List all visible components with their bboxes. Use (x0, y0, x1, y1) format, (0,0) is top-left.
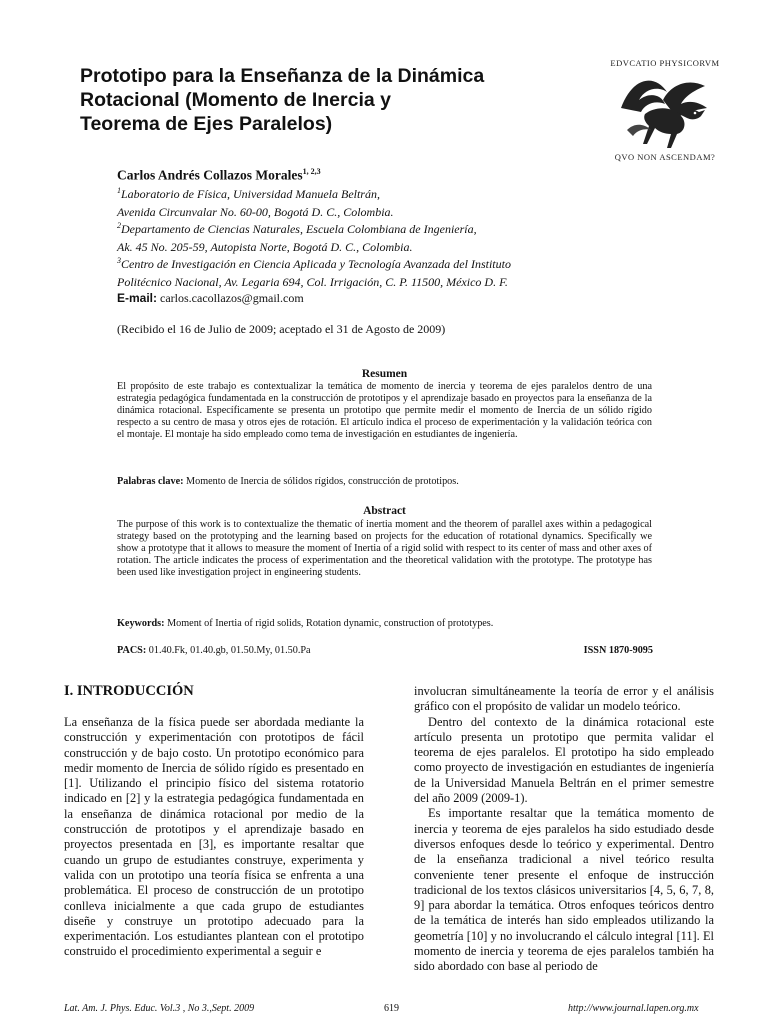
title-line: Teorema de Ejes Paralelos) (80, 113, 333, 135)
title-line: Rotacional (Momento de Inercia y (80, 89, 391, 111)
paragraph: La enseñanza de la física puede ser abordada mediante la construcción y experimentación con prototipos de fácil construcción y de bajo costo. Un prototipo económico para medir momento de Inercia de sólido rígido es presentado en [1]. Utilizando el principio físico del sistema rotatorio indicado en [2] y la estrategia pedagógica fundamentada en la enseñanza de dinámica rotacional por medio de la construcción de prototipos y el aprendizaje basado en proyectos presentada en [3], es importante resaltar que cuando un grupo de estudiantes construye, experimenta y valida con un prototipo una teoría física se enfrenta a una problemática. El proceso de construcción de un prototipo conlleva inicialmente a que cada grupo de estudiantes diseñe y construye un prototipo adecuado para la experimentación. Los estudiantes plantean con el prototipo construido el procedimiento experimental a seguir e (64, 715, 364, 959)
left-column (64, 715, 364, 960)
affiliation-line: $^2$Departamento de Ciencias Naturales, Escuela Colombiana de Ingeniería, (117, 221, 477, 236)
right-column (414, 684, 714, 975)
pegasus-icon (615, 70, 715, 152)
affiliation-line: Politécnico Nacional, Av. Legaria 694, Col. Irrigación, C. P. 11500, México D. F. (117, 274, 508, 289)
issn: ISSN 1870-9095 (583, 645, 653, 656)
paragraph: Dentro del contexto de la dinámica rotacional este artículo presenta un prototipo que permita validar el teorema de ejes paralelos. El prototipo ha sido empleado como proyecto de investigación en estudiantes de ingeniería de la Universidad Manuela Beltrán en el primer semestre del año 2009 (2009-1). (414, 714, 714, 806)
footer-journal: Lat. Am. J. Phys. Educ. Vol.3 , No 3.,Sept. 2009 (64, 1003, 255, 1014)
author-name: Carlos Andrés Collazos Morales$^{1, 2,3}$ (117, 167, 321, 183)
abstract-heading: Abstract (363, 505, 406, 517)
section-heading: I. INTRODUCCIÓN (64, 683, 194, 699)
author-affiliation-marks: 1, 2,3 (302, 167, 321, 176)
pacs-codes: PACS: 01.40.Fk, 01.40.gb, 01.50.My, 01.50.Pa (117, 645, 311, 656)
resumen-heading: Resumen (361, 368, 408, 380)
affiliation-line: $^3$Centro de Investigación en Ciencia Aplicada y Tecnología Avanzada del Instituto (117, 256, 511, 271)
affiliations (117, 184, 677, 289)
affiliation-line: Avenida Circunvalar No. 60-00, Bogotá D. C., Colombia. (117, 204, 394, 219)
affiliation-line: Ak. 45 No. 205-59, Autopista Norte, Bogotá D. C., Colombia. (117, 239, 413, 254)
journal-logo (600, 58, 730, 166)
received-dates: (Recibido el 16 de Julio de 2009; aceptado el 31 de Agosto de 2009) (117, 322, 446, 336)
footer-url[interactable]: http://www.journal.lapen.org.mx (568, 1003, 699, 1014)
paragraph: Es importante resaltar que la temática momento de inercia y teorema de ejes paralelos ha sido estudiado desde diversos enfoques desde lo teórico y experimental. Dentro de la enseñanza tradicional a nivel teórico resulta conveniente tener presente el enfoque de instrucción tradicional de los textos clásicos universitarios [4, 5, 6, 7, 8, 9] para abordar la temática. Otros enfoques teóricos dentro de la temática de interés han sido empleados utilizando la geometría [10] y no involucrando el cálculo integral [11]. El momento de inercia y teorema de ejes paralelos también ha sido abordado con base al periodo de (414, 806, 714, 974)
logo-motto-top: EDVCATIO PHYSICORVM (610, 58, 720, 68)
logo-motto-bottom: QVO NON ASCENDAM? (614, 152, 716, 162)
resumen-text: El propósito de este trabajo es contextualizar la temática de momento de inercia y teorema de ejes paralelos dentro de una estrategia pedagógica fundamentada en la construcción de prototipos y el aprendizaje basado en proyectos para la enseñanza de la dinámica rotacional. Específicamente se presenta un prototipo que permite medir el momento de Inercia de un sólido rígido respecto a su centro de masa y otros ejes de rotación. El artículo indica el proceso de experimentación y la validación teórica con el montaje. El montaje ha sido empleado como tema de investigación en estudiantes de ingeniería. (117, 381, 652, 440)
title-line: Prototipo para la Enseñanza de la Dinámica (80, 65, 485, 87)
paragraph: involucran simultáneamente la teoría de error y el análisis gráfico con el propósito de validar un modelo teórico. (414, 684, 714, 714)
abstract-text: The purpose of this work is to contextualize the thematic of inertia moment and the theorem of parallel axes within a pedagogical strategy based on the prototyping and the learning based on projects for the education of rotational dynamics. Specifically we show a prototype that it allows to measure the moment of Inertia of a rigid solid with respect to its center of mass and other axes of rotation. The article indicates the process of experimentation and the theoretical validation with the prototype. The prototype has been used like investigation project in engineering students. (117, 519, 652, 578)
paper-title (80, 64, 550, 136)
author-email: E-mail: carlos.cacollazos@gmail.com (117, 291, 304, 305)
affiliation-line: $^1$Laboratorio de Física, Universidad Manuela Beltrán, (117, 186, 380, 201)
keywords: Keywords: Moment of Inertia of rigid solids, Rotation dynamic, construction of prototypes. (117, 618, 494, 629)
email-link[interactable]: carlos.cacollazos@gmail.com (160, 291, 304, 305)
palabras-clave: Palabras clave: Momento de Inercia de sólidos rígidos, construcción de prototipos. (117, 476, 459, 487)
page-number: 619 (384, 1003, 399, 1014)
